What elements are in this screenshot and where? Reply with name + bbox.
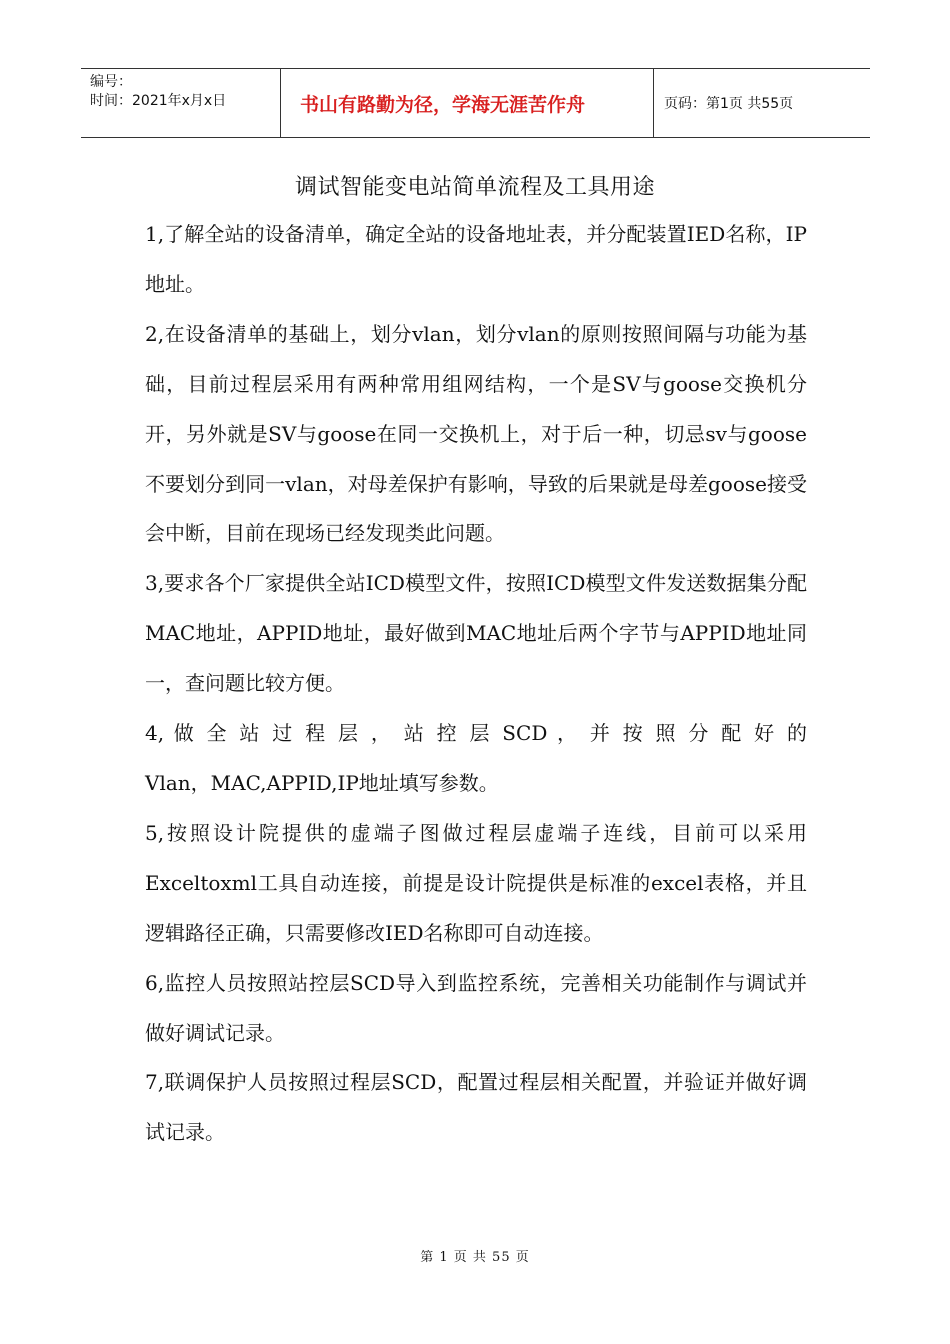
page-footer: 第 1 页 共 55 页	[420, 1250, 530, 1265]
number-label: 编号：	[90, 74, 132, 90]
paragraph-4-line-1: 4, 做 全 站 过 程 层 ， 站 控 层 SCD ， 并 按 照 分 配 好 的	[145, 721, 807, 746]
paragraph-4-line-2: Vlan，MAC,APPID,IP地址填写参数。	[145, 770, 499, 795]
header-page-info: 页码：第1页 共55页	[664, 96, 794, 112]
header-meta	[81, 69, 281, 137]
time-label: 时间：2021年x月x日	[90, 93, 227, 109]
paragraph-7: 7,联调保护人员按照过程层SCD，配置过程层相关配置，并验证并做好调试记录。	[145, 1070, 807, 1145]
document-body	[145, 210, 807, 1158]
paragraph-3: 3,要求各个厂家提供全站ICD模型文件，按照ICD模型文件发送数据集分配MAC地址，APPID地址，最好做到MAC地址后两个字节与APPID地址同一，查问题比较方便。	[145, 571, 807, 696]
document-header	[81, 68, 870, 138]
paragraph-4	[145, 709, 807, 809]
paragraph-5: 5,按照设计院提供的虚端子图做过程层虚端子连线，目前可以采用Exceltoxml工具自动连接，前提是设计院提供是标准的excel表格，并且逻辑路径正确，只需要修改IED名称即可自动连接。	[145, 820, 807, 945]
paragraph-6: 6,监控人员按照站控层SCD导入到监控系统，完善相关功能制作与调试并做好调试记录。	[145, 970, 807, 1045]
header-motto: 书山有路勤为径，学海无涯苦作舟	[281, 69, 654, 137]
paragraph-2: 2,在设备清单的基础上，划分vlan，划分vlan的原则按照间隔与功能为基础，目前过程层采用有两种常用组网结构，一个是SV与goose交换机分开，另外就是SV与goose在同一交换机上，对于后一种，切忌sv与goose不要划分到同一vlan，对母差保护有影响，导致的后果就是母差goose接受会中断，目前在现场已经发现类此问题。	[145, 321, 807, 546]
document-title: 调试智能变电站简单流程及工具用途	[294, 175, 655, 200]
paragraph-1: 1,了解全站的设备清单，确定全站的设备地址表，并分配装置IED名称，IP地址。	[145, 222, 807, 296]
